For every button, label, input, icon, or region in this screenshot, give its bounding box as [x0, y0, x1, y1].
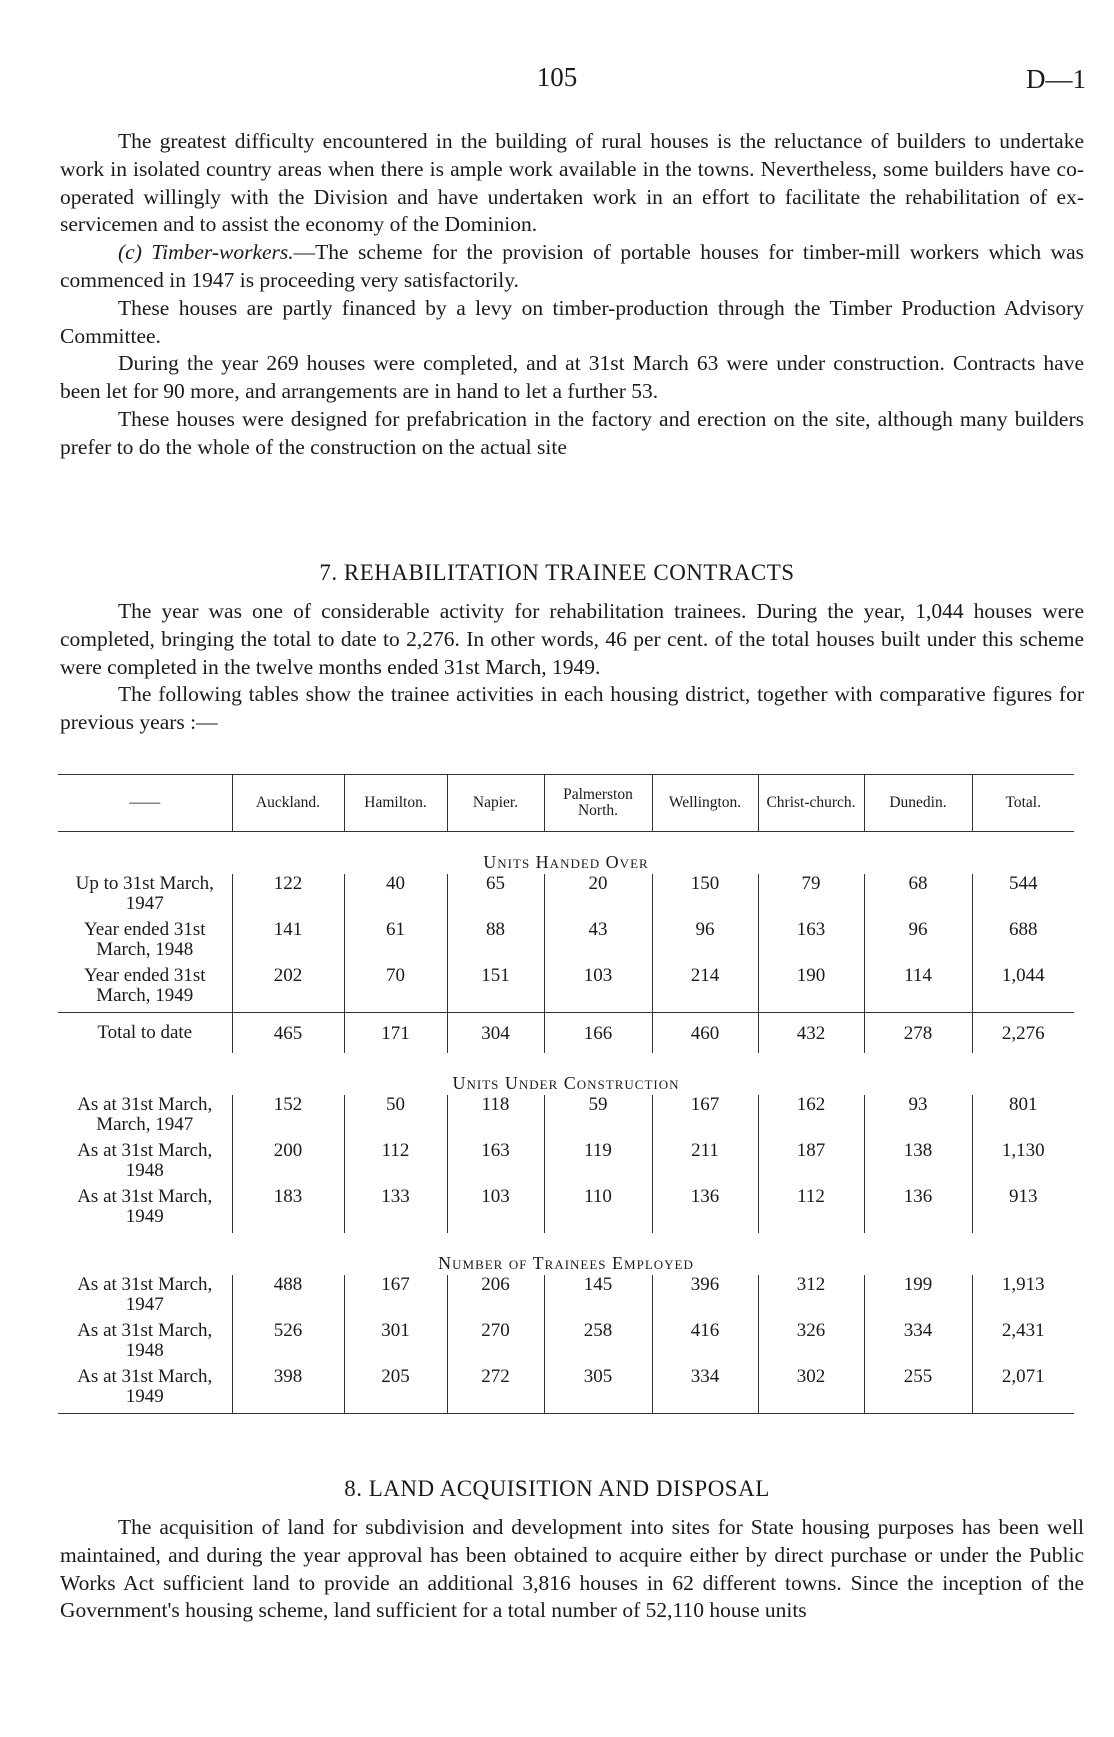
table-cell: 312 [758, 1275, 864, 1321]
section-7-text [60, 598, 1084, 737]
table-cell: 183 [232, 1187, 344, 1233]
table-row [58, 966, 1074, 1013]
row-label: As at 31st March, 1948 [77, 1140, 213, 1181]
table-cell: 396 [652, 1275, 758, 1321]
table-cell: 136 [864, 1187, 972, 1233]
table-cell: 167 [344, 1275, 447, 1321]
row-label: As at 31st March, 1949 [77, 1186, 213, 1227]
table-cell: 103 [447, 1187, 544, 1233]
table-cell: 211 [652, 1141, 758, 1187]
table-row [58, 1187, 1074, 1233]
table-cell: 416 [652, 1321, 758, 1367]
table-cell: 272 [447, 1367, 544, 1414]
column-header: Hamilton. [344, 775, 447, 832]
paragraph: The greatest difficulty encountered in the building of rural houses is the reluctance of builders to undertake work in isolated country areas when there is ample work available in the towns. Nevertheless, some builders have co-operated willingly with the Division and have undertaken work in an effort to facilitate the rehabilitation of ex-servicemen and to assist the economy of the Dominion. [60, 129, 1084, 237]
table-cell: 133 [344, 1187, 447, 1233]
table-row [58, 874, 1074, 920]
column-header: —— [58, 775, 232, 832]
column-header: Wellington. [652, 775, 758, 832]
table-cell: 326 [758, 1321, 864, 1367]
table-cell: 110 [544, 1187, 652, 1233]
table-cell: 305 [544, 1367, 652, 1414]
table-cell: 301 [344, 1321, 447, 1367]
document-reference: D—1 [1026, 64, 1086, 94]
section-8-heading: 8. LAND ACQUISITION AND DISPOSAL [344, 1476, 770, 1501]
row-label: As at 31st March, March, 1947 [77, 1094, 213, 1135]
table-cell: 270 [447, 1321, 544, 1367]
table-cell: 103 [544, 966, 652, 1013]
table-cell: 432 [758, 1013, 864, 1054]
table-row [58, 920, 1074, 966]
table-section-title: Units Handed Over [483, 852, 649, 872]
table-cell: 544 [972, 874, 1074, 920]
timber-workers-label: (c) Timber-workers. [118, 240, 294, 265]
table-cell: 190 [758, 966, 864, 1013]
table-cell: 163 [758, 920, 864, 966]
table-cell: 152 [232, 1095, 344, 1141]
table-cell: 163 [447, 1141, 544, 1187]
row-label: Year ended 31st March, 1949 [83, 965, 206, 1006]
table-cell: 68 [864, 874, 972, 920]
column-header: Palmerston North. [544, 775, 652, 832]
table-section-title: Number of Trainees Employed [438, 1253, 694, 1273]
table-cell: 136 [652, 1187, 758, 1233]
table-cell: 40 [344, 874, 447, 920]
table-cell: 278 [864, 1013, 972, 1054]
paragraph: The following tables show the trainee activities in each housing district, together with comparative figures for previous years :— [60, 682, 1084, 735]
table-section-title-row [58, 1233, 1074, 1275]
row-label: Total to date [58, 1013, 232, 1054]
table-section-title-row [58, 832, 1074, 875]
table-cell: 167 [652, 1095, 758, 1141]
table-cell: 50 [344, 1095, 447, 1141]
paragraph: The year was one of considerable activity for rehabilitation trainees. During the year, 1,044 houses were completed, bringing the total to date to 2,276. In other words, 46 per cent. of the total houses built under this scheme were completed in the twelve months ended 31st March, 1949. [60, 599, 1084, 679]
table-cell: 138 [864, 1141, 972, 1187]
row-label: Up to 31st March, 1947 [75, 873, 214, 914]
row-label: As at 31st March, 1947 [77, 1274, 213, 1315]
table-cell: 1,130 [972, 1141, 1074, 1187]
table-header-row [58, 775, 1074, 832]
table-cell: 114 [864, 966, 972, 1013]
table-cell: 162 [758, 1095, 864, 1141]
table-cell: 2,071 [972, 1367, 1074, 1414]
table-cell: 526 [232, 1321, 344, 1367]
table-cell: 2,276 [972, 1013, 1074, 1054]
table-cell: 119 [544, 1141, 652, 1187]
paragraph: During the year 269 houses were completed, and at 31st March 63 were under construction. Contracts have been let for 90 more, and arrangements are in hand to let a further 53. [60, 351, 1084, 404]
table-row [58, 1141, 1074, 1187]
column-header: Total. [972, 775, 1074, 832]
table-cell: 199 [864, 1275, 972, 1321]
table-cell: 65 [447, 874, 544, 920]
table-cell: 88 [447, 920, 544, 966]
table-cell: 398 [232, 1367, 344, 1414]
row-label: As at 31st March, 1948 [77, 1320, 213, 1361]
table-body [58, 832, 1074, 1414]
table-cell: 200 [232, 1141, 344, 1187]
table-cell: 171 [344, 1013, 447, 1054]
column-header: Christ-church. [758, 775, 864, 832]
table-cell: 112 [758, 1187, 864, 1233]
trainee-activities-table [58, 774, 1074, 1414]
table-cell: 118 [447, 1095, 544, 1141]
table-cell: 59 [544, 1095, 652, 1141]
table-cell: 151 [447, 966, 544, 1013]
table-cell: 20 [544, 874, 652, 920]
table-cell: 1,913 [972, 1275, 1074, 1321]
table-cell: 460 [652, 1013, 758, 1054]
table-cell: 913 [972, 1187, 1074, 1233]
table-cell: 166 [544, 1013, 652, 1054]
table-cell: 304 [447, 1013, 544, 1054]
table-cell: 96 [652, 920, 758, 966]
table-cell: 1,044 [972, 966, 1074, 1013]
table-cell: 258 [544, 1321, 652, 1367]
table-cell: 93 [864, 1095, 972, 1141]
table-cell: 79 [758, 874, 864, 920]
section-8-text [60, 1514, 1084, 1625]
page-number: 105 [536, 62, 578, 92]
table-cell: 255 [864, 1367, 972, 1414]
table-cell: 2,431 [972, 1321, 1074, 1367]
table-total-row [58, 1013, 1074, 1054]
paragraph: These houses were designed for prefabrication in the factory and erection on the site, although many builders prefer to do the whole of the construction on the actual site [60, 406, 1084, 459]
section-7-heading: 7. REHABILITATION TRAINEE CONTRACTS [319, 560, 795, 585]
table-cell: 488 [232, 1275, 344, 1321]
table-cell: 688 [972, 920, 1074, 966]
table-cell: 202 [232, 966, 344, 1013]
table-cell: 801 [972, 1095, 1074, 1141]
table-cell: 141 [232, 920, 344, 966]
table-row [58, 1321, 1074, 1367]
row-label: Year ended 31st March, 1948 [83, 919, 206, 960]
column-header: Auckland. [232, 775, 344, 832]
table-cell: 122 [232, 874, 344, 920]
table-cell: 145 [544, 1275, 652, 1321]
table-section-title: Units Under Construction [452, 1073, 680, 1093]
table-section-title-row [58, 1053, 1074, 1095]
column-header: Dunedin. [864, 775, 972, 832]
intro-block [60, 128, 1084, 462]
table-cell: 334 [864, 1321, 972, 1367]
table-cell: 205 [344, 1367, 447, 1414]
table-cell: 465 [232, 1013, 344, 1054]
table-cell: 43 [544, 920, 652, 966]
table-cell: 334 [652, 1367, 758, 1414]
table-cell: 61 [344, 920, 447, 966]
table-cell: 150 [652, 874, 758, 920]
paragraph: The acquisition of land for subdivision and development into sites for State housing purposes has been well maintained, and during the year approval has been obtained to acquire either by direct purchase or under the Public Works Act sufficient land to provide an additional 3,816 houses in 62 different towns. Since the inception of the Government's housing scheme, land sufficient for a total number of 52,110 house units [60, 1515, 1084, 1623]
table-row [58, 1367, 1074, 1414]
timber-workers-paragraph [60, 239, 1084, 295]
paragraph: These houses are partly financed by a levy on timber-production through the Timber Production Advisory Committee. [60, 295, 1084, 348]
table-cell: 187 [758, 1141, 864, 1187]
column-header: Napier. [447, 775, 544, 832]
table-cell: 206 [447, 1275, 544, 1321]
table-row [58, 1275, 1074, 1321]
table-row [58, 1095, 1074, 1141]
row-label: As at 31st March, 1949 [58, 1367, 232, 1414]
table-cell: 214 [652, 966, 758, 1013]
table-cell: 96 [864, 920, 972, 966]
table-cell: 70 [344, 966, 447, 1013]
table-cell: 302 [758, 1367, 864, 1414]
table-cell: 112 [344, 1141, 447, 1187]
timber-workers-text: —The scheme for the provision of portable houses for timber-mill workers which was commenced in 1947 is proceeding very satisfactorily. [60, 240, 1084, 292]
